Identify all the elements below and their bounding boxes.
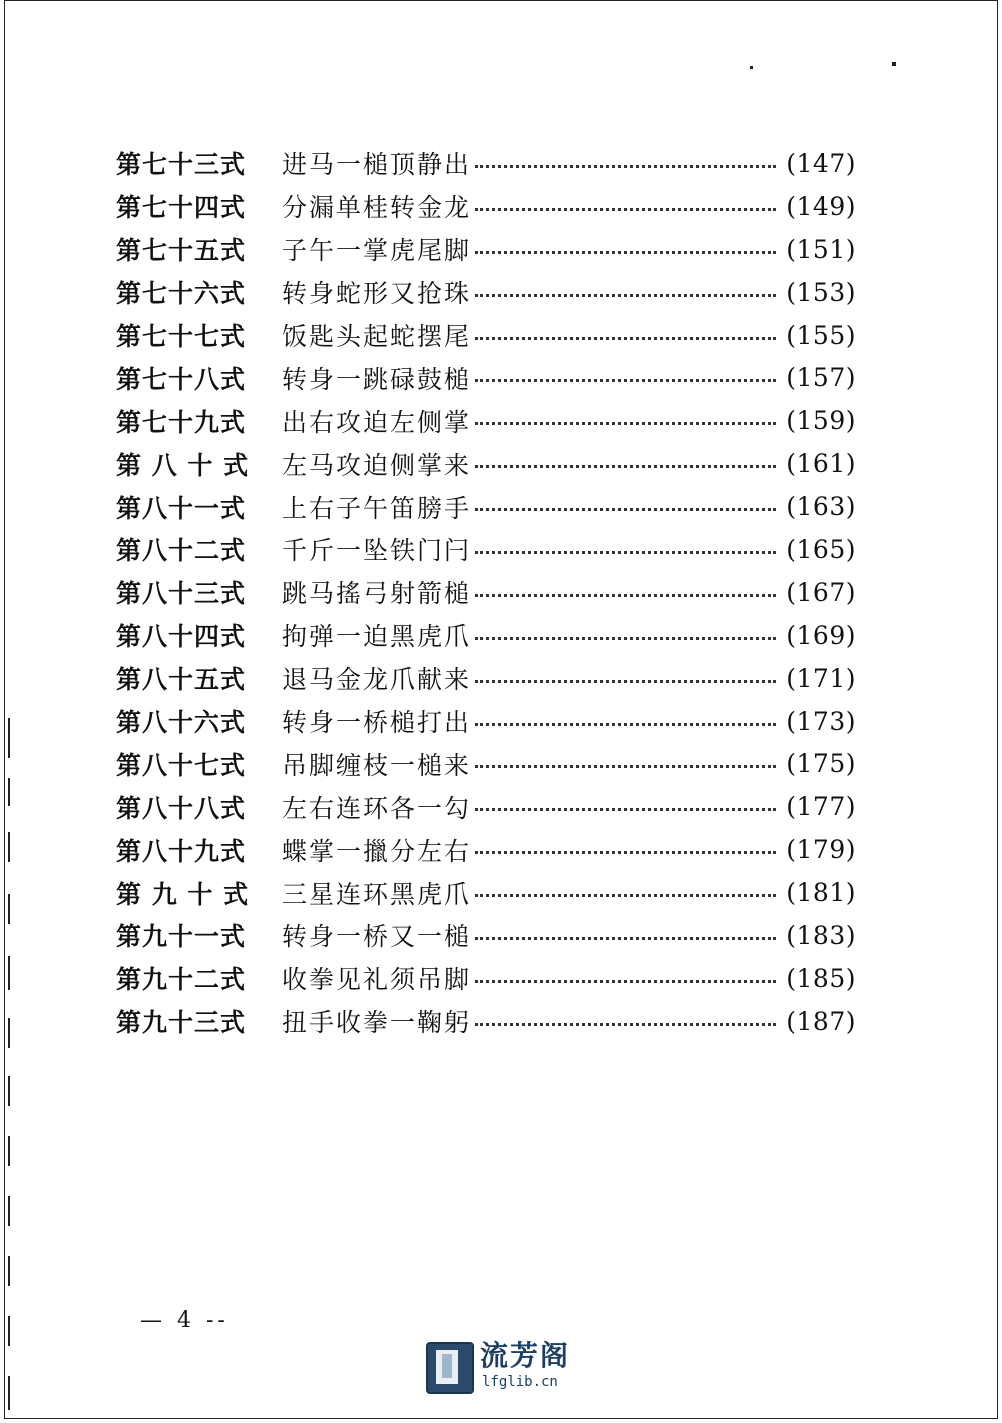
toc-entry-number: 第八十五式 <box>116 665 247 695</box>
toc-entry-number: 第八十四式 <box>116 622 247 652</box>
toc-entry-page: (183) <box>786 920 856 950</box>
toc-entry-number: 第七十八式 <box>116 364 247 394</box>
book-icon <box>426 1342 474 1394</box>
table-of-contents <box>116 142 856 1043</box>
toc-entry-title: 分漏单桂转金龙 <box>282 193 472 223</box>
toc-entry-number: 第七十六式 <box>116 279 247 309</box>
toc-entry-page: (161) <box>786 449 856 479</box>
toc-entry-page: (177) <box>786 792 856 822</box>
toc-dot-leader <box>475 594 776 597</box>
toc-entry-title: 出右攻迫左侧掌 <box>282 407 472 437</box>
toc-entry-title: 扭手收拳一鞠躬 <box>282 1008 472 1038</box>
toc-entry-page: (155) <box>786 320 856 350</box>
toc-entry-number: 第七十三式 <box>116 150 247 180</box>
toc-entry-title: 左右连环各一勾 <box>282 793 472 823</box>
toc-entry-title: 转身一桥槌打出 <box>282 708 472 738</box>
toc-entry-page: (151) <box>786 234 856 264</box>
toc-entry-page: (159) <box>786 406 856 436</box>
toc-entry <box>116 700 856 743</box>
toc-dot-leader <box>475 208 776 211</box>
toc-dot-leader <box>475 894 776 897</box>
toc-dot-leader <box>475 422 776 425</box>
toc-entry <box>116 614 856 657</box>
toc-entry-page: (181) <box>786 878 856 908</box>
toc-dot-leader <box>475 765 776 768</box>
scan-speck <box>750 66 753 69</box>
watermark-url: lfglib.cn <box>482 1374 558 1390</box>
toc-entry-title: 子午一掌虎尾脚 <box>282 236 472 266</box>
toc-entry-number: 第八十八式 <box>116 793 247 823</box>
toc-entry <box>116 742 856 785</box>
toc-dot-leader <box>475 937 776 940</box>
toc-entry-title: 进马一槌顶静出 <box>282 150 472 180</box>
toc-entry <box>116 314 856 357</box>
toc-entry <box>116 356 856 399</box>
toc-entry <box>116 442 856 485</box>
toc-dot-leader <box>475 465 776 468</box>
toc-dot-leader <box>475 294 776 297</box>
toc-entry <box>116 871 856 914</box>
toc-dot-leader <box>475 808 776 811</box>
toc-entry-number: 第八十一式 <box>116 493 247 523</box>
toc-entry <box>116 657 856 700</box>
toc-entry-number: 第八十三式 <box>116 579 247 609</box>
toc-entry <box>116 571 856 614</box>
toc-entry-page: (169) <box>786 620 856 650</box>
toc-entry-page: (175) <box>786 749 856 779</box>
toc-entry-page: (163) <box>786 492 856 522</box>
toc-entry-title: 蝶掌一擸分左右 <box>282 836 472 866</box>
toc-entry <box>116 228 856 271</box>
toc-dot-leader <box>475 1023 776 1026</box>
toc-entry-number: 第八十二式 <box>116 536 247 566</box>
toc-entry <box>116 185 856 228</box>
toc-dot-leader <box>475 251 776 254</box>
toc-dot-leader <box>475 637 776 640</box>
toc-dot-leader <box>475 551 776 554</box>
toc-dot-leader <box>475 337 776 340</box>
toc-entry-number: 第八十六式 <box>116 708 247 738</box>
toc-entry-number: 第 八 十 式 <box>116 450 250 480</box>
toc-entry-title: 左马攻迫侧掌来 <box>282 450 472 480</box>
toc-entry-page: (165) <box>786 534 856 564</box>
toc-entry-title: 上右子午笛膀手 <box>282 493 472 523</box>
toc-entry-title: 跳马搖弓射箭槌 <box>282 579 472 609</box>
page-number: — 4 -- <box>140 1308 229 1333</box>
toc-entry-page: (147) <box>786 148 856 178</box>
toc-entry-number: 第八十七式 <box>116 750 247 780</box>
toc-entry <box>116 271 856 314</box>
toc-entry-number: 第九十二式 <box>116 965 247 995</box>
toc-entry-title: 转身一跳碌鼓槌 <box>282 364 472 394</box>
toc-entry-page: (167) <box>786 577 856 607</box>
toc-entry-title: 饭匙头起蛇摆尾 <box>282 322 472 351</box>
toc-entry <box>116 957 856 1000</box>
toc-entry-number: 第七十四式 <box>116 193 247 223</box>
toc-entry <box>116 528 856 571</box>
toc-entry-number: 第 九 十 式 <box>116 879 250 909</box>
scan-speck <box>892 62 896 66</box>
toc-entry-title: 转身蛇形又抢珠 <box>282 279 472 309</box>
toc-entry <box>116 1000 856 1043</box>
toc-entry <box>116 399 856 442</box>
toc-entry-title: 三星连环黑虎爪 <box>282 879 472 909</box>
toc-dot-leader <box>475 379 776 382</box>
toc-entry-page: (153) <box>786 277 856 307</box>
toc-entry-title: 拘弹一迫黑虎爪 <box>282 622 472 652</box>
toc-dot-leader <box>475 851 776 854</box>
toc-entry-page: (173) <box>786 706 856 736</box>
toc-entry-title: 收拳见礼须吊脚 <box>282 965 472 995</box>
toc-entry-title: 吊脚缠枝一槌来 <box>282 750 472 780</box>
toc-entry-page: (171) <box>786 663 856 693</box>
toc-entry-title: 退马金龙爪献来 <box>282 665 472 695</box>
toc-entry <box>116 485 856 528</box>
toc-entry <box>116 142 856 185</box>
toc-entry-title: 千斤一坠铁门闩 <box>282 536 472 566</box>
toc-entry-number: 第九十三式 <box>116 1008 247 1038</box>
toc-dot-leader <box>475 980 776 983</box>
toc-entry-number: 第九十一式 <box>116 922 247 952</box>
toc-dot-leader <box>475 508 776 511</box>
toc-entry-page: (179) <box>786 835 856 865</box>
toc-entry-number: 第八十九式 <box>116 836 247 866</box>
toc-entry-page: (187) <box>786 1006 856 1036</box>
toc-entry-page: (185) <box>786 963 856 993</box>
watermark-title: 流芳阁 <box>480 1339 571 1372</box>
toc-entry <box>116 914 856 957</box>
toc-dot-leader <box>475 723 776 726</box>
toc-entry-number: 第七十五式 <box>116 236 247 266</box>
toc-entry-number: 第七十九式 <box>116 407 247 437</box>
watermark-logo <box>426 1340 576 1396</box>
toc-entry-page: (149) <box>786 191 856 221</box>
toc-entry-title: 转身一桥又一槌 <box>282 922 472 952</box>
toc-entry <box>116 785 856 828</box>
toc-entry-page: (157) <box>786 363 856 393</box>
toc-dot-leader <box>475 165 776 168</box>
toc-dot-leader <box>475 680 776 683</box>
toc-entry <box>116 828 856 871</box>
toc-entry-number: 第七十七式 <box>116 322 247 351</box>
